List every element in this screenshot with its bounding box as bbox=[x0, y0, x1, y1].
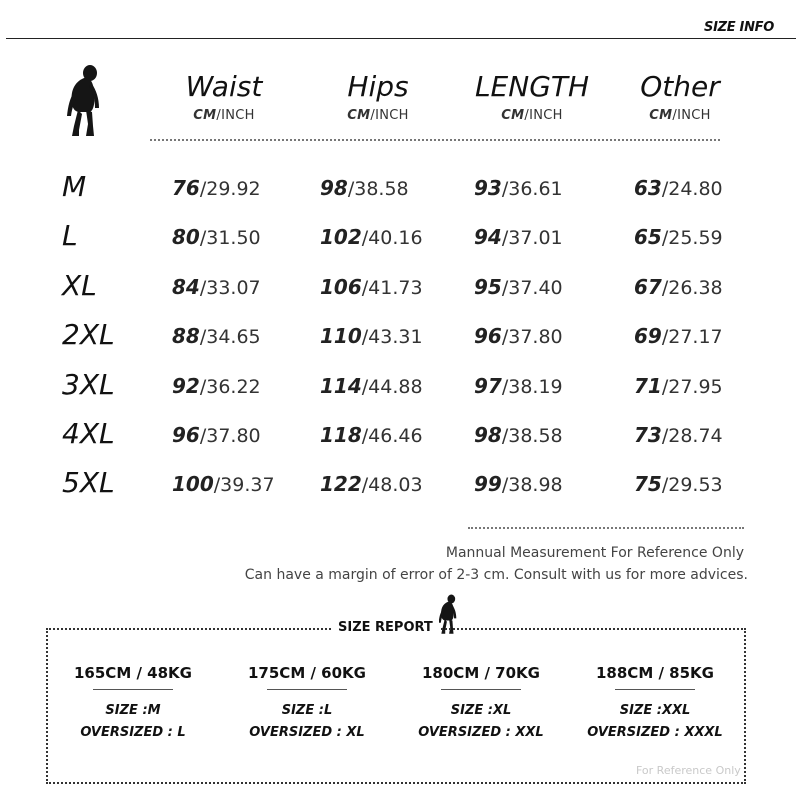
inch-value: /37.01 bbox=[501, 227, 563, 250]
report-rule bbox=[615, 689, 695, 690]
table-cell bbox=[172, 423, 261, 447]
report-size: SIZE :L bbox=[281, 703, 333, 718]
inch-value: /29.92 bbox=[199, 178, 261, 200]
report-entry bbox=[396, 664, 566, 744]
column-name: LENGTH bbox=[474, 70, 590, 103]
report-entry bbox=[570, 664, 740, 744]
cm-value: 76 bbox=[172, 176, 200, 200]
table-row bbox=[0, 362, 800, 406]
inch-value: /37.40 bbox=[501, 276, 563, 299]
cm-value: 73 bbox=[634, 423, 662, 447]
inch-value: /34.65 bbox=[199, 326, 261, 349]
report-rule bbox=[93, 689, 173, 690]
column-unit: CM/INCH bbox=[193, 108, 255, 123]
margin-note: Can have a margin of error of 2-3 cm. Consult with us for more advices. bbox=[244, 567, 748, 583]
column-name: Waist bbox=[185, 70, 263, 103]
table-row bbox=[0, 213, 800, 257]
report-entry bbox=[48, 664, 218, 744]
size-label: 2XL bbox=[62, 318, 115, 352]
table-cell bbox=[320, 176, 409, 200]
report-oversized: OVERSIZED : XXL bbox=[418, 725, 544, 740]
inch-value: /37.80 bbox=[199, 425, 261, 447]
table-cell bbox=[172, 176, 261, 200]
inch-value: /38.19 bbox=[501, 375, 563, 398]
watermark: For Reference Only bbox=[636, 764, 741, 777]
table-cell bbox=[474, 423, 563, 447]
cm-value: 71 bbox=[634, 373, 662, 398]
size-label: M bbox=[62, 170, 87, 203]
column-head-hips bbox=[308, 72, 448, 123]
inch-value: /27.95 bbox=[661, 375, 723, 398]
table-cell bbox=[320, 374, 423, 398]
inch-value: /39.37 bbox=[213, 474, 275, 497]
cm-value: 94 bbox=[474, 225, 502, 250]
table-cell bbox=[474, 176, 563, 200]
column-head-length bbox=[462, 72, 602, 123]
table-cell bbox=[172, 225, 261, 249]
table-cell bbox=[474, 374, 563, 398]
report-rule bbox=[267, 689, 347, 690]
inch-value: /36.22 bbox=[199, 375, 261, 398]
inch-value: /33.07 bbox=[199, 276, 261, 299]
report-oversized: OVERSIZED : XL bbox=[249, 725, 365, 740]
report-size: SIZE :XXL bbox=[619, 703, 691, 718]
size-info-title: SIZE INFO bbox=[704, 20, 774, 35]
table-cell bbox=[634, 472, 723, 496]
inch-value: /27.17 bbox=[661, 326, 723, 349]
cm-value: 92 bbox=[172, 373, 200, 398]
cm-value: 67 bbox=[634, 274, 662, 299]
column-unit: CM/INCH bbox=[649, 108, 711, 123]
cm-value: 114 bbox=[320, 373, 362, 398]
column-unit: CM/INCH bbox=[501, 108, 563, 123]
table-cell bbox=[320, 275, 423, 299]
inch-value: /38.98 bbox=[501, 474, 563, 497]
cm-value: 98 bbox=[320, 176, 348, 200]
cm-value: 110 bbox=[320, 324, 362, 349]
cm-value: 88 bbox=[172, 324, 200, 349]
height-weight: 175CM / 60KG bbox=[248, 664, 366, 682]
top-divider bbox=[6, 38, 796, 39]
table-cell bbox=[172, 374, 261, 398]
cm-value: 118 bbox=[320, 423, 362, 447]
column-name: Other bbox=[640, 70, 720, 103]
height-weight: 165CM / 48KG bbox=[74, 664, 192, 682]
inch-value: /31.50 bbox=[199, 227, 261, 250]
cm-value: 80 bbox=[172, 225, 200, 250]
report-entry bbox=[222, 664, 392, 744]
cm-value: 96 bbox=[474, 324, 502, 349]
size-label: 3XL bbox=[62, 367, 115, 401]
inch-value: /26.38 bbox=[661, 276, 723, 299]
cm-value: 99 bbox=[474, 472, 502, 497]
size-label: L bbox=[62, 219, 78, 253]
inch-value: /46.46 bbox=[361, 425, 423, 447]
table-row bbox=[0, 263, 800, 307]
table-cell bbox=[474, 225, 563, 249]
table-cell bbox=[320, 324, 423, 348]
report-size: SIZE :M bbox=[105, 703, 161, 718]
table-cell bbox=[320, 423, 423, 447]
dotted-divider-top bbox=[150, 139, 720, 141]
table-row bbox=[0, 460, 800, 504]
cm-value: 84 bbox=[172, 274, 200, 299]
table-cell bbox=[634, 176, 723, 200]
column-head-waist bbox=[154, 72, 294, 123]
height-weight: 180CM / 70KG bbox=[422, 664, 540, 682]
table-cell bbox=[320, 225, 423, 249]
cm-value: 63 bbox=[634, 176, 662, 200]
table-cell bbox=[634, 374, 723, 398]
inch-value: /48.03 bbox=[361, 474, 423, 497]
inch-value: /36.61 bbox=[501, 178, 563, 200]
inch-value: /43.31 bbox=[361, 326, 423, 349]
cm-value: 65 bbox=[634, 225, 662, 250]
report-oversized: OVERSIZED : L bbox=[80, 725, 186, 740]
dotted-divider-bottom bbox=[468, 527, 744, 529]
column-name: Hips bbox=[347, 70, 409, 103]
table-cell bbox=[474, 324, 563, 348]
table-cell bbox=[634, 324, 723, 348]
cm-value: 100 bbox=[172, 472, 214, 497]
cm-value: 106 bbox=[320, 274, 362, 299]
table-cell bbox=[172, 324, 261, 348]
cm-value: 96 bbox=[172, 423, 200, 447]
table-row bbox=[0, 164, 800, 208]
table-cell bbox=[474, 275, 563, 299]
measurement-note: Mannual Measurement For Reference Only bbox=[445, 545, 744, 561]
size-label: 5XL bbox=[62, 466, 115, 500]
column-unit: CM/INCH bbox=[347, 108, 409, 123]
report-rule bbox=[441, 689, 521, 690]
height-weight: 188CM / 85KG bbox=[596, 664, 714, 682]
size-label: XL bbox=[62, 268, 97, 302]
inch-value: /37.80 bbox=[501, 326, 563, 349]
size-label: 4XL bbox=[62, 417, 115, 450]
table-cell bbox=[634, 423, 723, 447]
table-cell bbox=[474, 472, 563, 496]
report-oversized: OVERSIZED : XXXL bbox=[587, 725, 723, 740]
table-cell bbox=[320, 472, 423, 496]
table-cell bbox=[172, 275, 261, 299]
table-cell bbox=[634, 275, 723, 299]
cm-value: 95 bbox=[474, 274, 502, 299]
cm-value: 69 bbox=[634, 324, 662, 349]
cm-value: 98 bbox=[474, 423, 502, 447]
cm-value: 97 bbox=[474, 373, 502, 398]
inch-value: /41.73 bbox=[361, 276, 423, 299]
ape-figure-icon bbox=[64, 64, 104, 140]
cm-value: 102 bbox=[320, 225, 362, 250]
inch-value: /28.74 bbox=[661, 425, 723, 447]
inch-value: /38.58 bbox=[501, 425, 563, 447]
inch-value: /40.16 bbox=[361, 227, 423, 250]
column-head-other bbox=[610, 72, 750, 123]
cm-value: 122 bbox=[320, 472, 362, 497]
cm-value: 93 bbox=[474, 176, 502, 200]
size-report-title: SIZE REPORT bbox=[332, 620, 439, 635]
inch-value: /24.80 bbox=[661, 178, 723, 200]
table-cell bbox=[634, 225, 723, 249]
table-cell bbox=[172, 472, 275, 496]
inch-value: /44.88 bbox=[361, 375, 423, 398]
inch-value: /38.58 bbox=[347, 178, 409, 200]
cm-value: 75 bbox=[634, 472, 662, 497]
table-row bbox=[0, 312, 800, 356]
report-size: SIZE :XL bbox=[450, 703, 512, 718]
inch-value: /25.59 bbox=[661, 227, 723, 250]
table-row bbox=[0, 411, 800, 455]
inch-value: /29.53 bbox=[661, 474, 723, 497]
